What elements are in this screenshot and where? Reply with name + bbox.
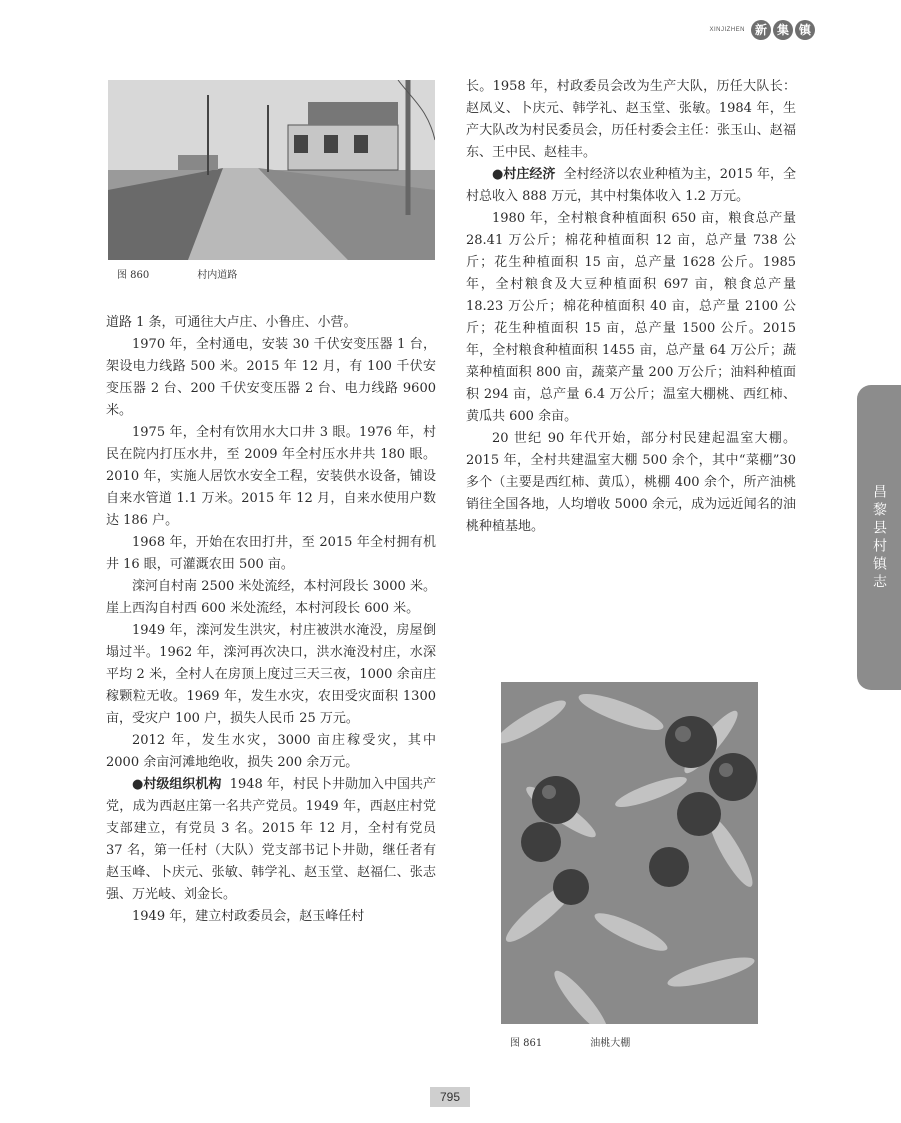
- right-column: [466, 76, 796, 538]
- figure-number: 图 860: [117, 270, 150, 281]
- org-paragraph: [106, 774, 436, 906]
- figure-861-caption: [510, 1034, 630, 1049]
- paragraph: 1980 年，全村粮食种植面积 650 亩，粮食总产量 28.41 万公斤；棉花种植面积 12 亩，总产量 738 公斤；花生种植面积 15 亩，总产量 1628 公斤。1985 年，全村粮食及大豆种植面积 697 亩，粮食总产量 18.23 万公斤；棉花种植面积 40 亩，总产量 2100 公斤；花生种植面积 15 亩，总产量 1500 公斤。2015 年，全村粮食种植面积 1455 亩，总产量 64 万公斤；蔬菜种植面积 800 亩，蔬菜产量 200 万公斤；油料种植面积 294 亩，总产量 6.4 万公斤；温室大棚桃、西红柿、黄瓜共 600 余亩。: [466, 211, 796, 424]
- paragraph: 1949 年，滦河发生洪灾，村庄被洪水淹没，房屋倒塌过半。1962 年，滦河再次决口，洪水淹没村庄，水深平均 2 米，全村人在房顶上度过三天三夜，1000 余亩庄稼颗粒无收。1969 年，发生水灾，农田受灾面积 1300 亩，受灾户 100 户，损失人民币 25 万元。: [106, 623, 436, 726]
- header-pinyin: XINJIZHEN: [709, 27, 745, 33]
- header-char: 镇: [795, 20, 815, 40]
- section-heading-economy: ●村庄经济: [492, 167, 556, 182]
- paragraph: 1970 年，全村通电，安装 30 千伏安变压器 1 台，架设电力线路 500 米。2015 年 12 月，有 100 千伏安变压器 2 台、200 千伏安变压器 2 台、电力线路 9600 米。: [106, 337, 436, 418]
- nectarine-greenhouse-photo: [501, 682, 758, 1024]
- paragraph: 20 世纪 90 年代开始，部分村民建起温室大棚。2015 年，全村共建温室大棚 500 余个，其中“菜棚”30 多个（主要是西红柿、黄瓜），桃棚 400 余个，所产油桃销往全国各地，人均增收 5000 余元，成为远近闻名的油桃种植基地。: [466, 431, 796, 534]
- page-header: [709, 20, 815, 40]
- figure-number: 图 861: [510, 1038, 543, 1049]
- paragraph: 道路 1 条，可通往大卢庄、小鲁庄、小营。: [106, 315, 357, 330]
- header-char: 新: [751, 20, 771, 40]
- figure-caption-text: 油桃大棚: [590, 1038, 631, 1049]
- paragraph: 2012 年，发生水灾，3000 亩庄稼受灾，其中 2000 余亩河滩地绝收，损失 200 余万元。: [106, 733, 436, 770]
- paragraph: 1975 年，全村有饮用水大口井 3 眼。1976 年，村民在院内打压水井，至 2009 年全村压水井共 180 眼。2010 年，实施人居饮水安全工程，安装供水设备，铺设自来水管道 1.1 万米。2015 年 12 月，自来水使用户数达 186 户。: [106, 425, 436, 528]
- header-char: 集: [773, 20, 793, 40]
- economy-paragraph: [466, 164, 796, 208]
- org-text: 1948 年，村民卜井勋加入中国共产党，成为西赵庄第一名共产党员。1949 年，西赵庄村党支部建立，有党员 3 名。2015 年 12 月，全村有党员 37 名，第一任村（大队）党支部书记卜井勋，继任者有赵玉峰、卜庆元、张敏、韩学礼、赵玉堂、赵福仁、张志强、万光岐、刘金长。: [106, 777, 437, 902]
- paragraph: 1968 年，开始在农田打井，至 2015 年全村拥有机井 16 眼，可灌溉农田 500 亩。: [106, 535, 436, 572]
- figure-caption-text: 村内道路: [197, 270, 238, 281]
- header-title: [751, 20, 815, 40]
- paragraph: 滦河自村南 2500 米处流经，本村河段长 3000 米。崖上西沟自村西 600 米处流经，本村河段长 600 米。: [106, 579, 436, 616]
- economy-text: 全村经济以农业种植为主，2015 年，全村总收入 888 万元，其中村集体收入 1.2 万元。: [466, 167, 797, 204]
- page-number: 795: [430, 1087, 470, 1107]
- section-heading-organization: ●村级组织机构: [132, 777, 222, 792]
- side-tab: [857, 385, 901, 690]
- paragraph: 1949 年，建立村政委员会，赵玉峰任村: [132, 909, 365, 924]
- village-road-photo: [108, 80, 435, 260]
- side-tab-label: 昌黎县村镇志: [871, 483, 887, 592]
- paragraph: 长。1958 年，村政委员会改为生产大队，历任大队长：赵凤义、卜庆元、韩学礼、赵玉堂、张敏。1984 年，生产大队改为村民委员会，历任村委会主任：张玉山、赵福东、王中民、赵桂丰。: [466, 79, 796, 160]
- village-road-image: [108, 80, 435, 260]
- left-column: [106, 312, 436, 928]
- nectarine-image: [501, 682, 758, 1024]
- figure-860-caption: [117, 266, 237, 281]
